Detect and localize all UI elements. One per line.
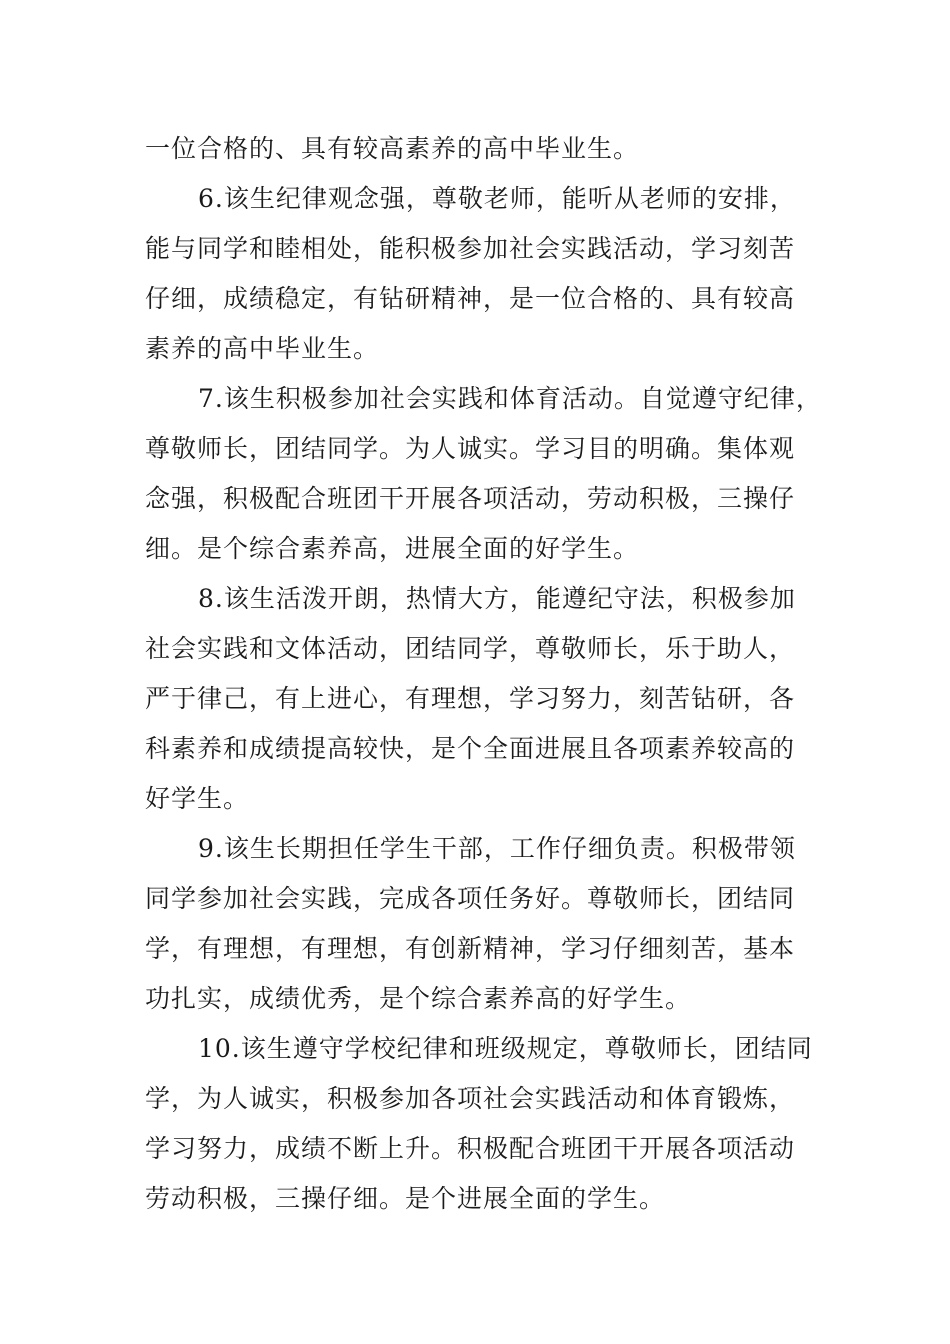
text-line: 学，为人诚实，积极参加各项社会实践活动和体育锻炼， [145,1084,796,1113]
text-line: 细。是个综合素养高，进展全面的好学生。 [145,534,640,563]
text-line: 念强，积极配合班团干开展各项活动，劳动积极，三操仔 [145,484,796,513]
text-line: 一位合格的、具有较高素养的高中毕业生。 [145,134,640,163]
text-line: 科素养和成绩提高较快，是个全面进展且各项素养较高的 [145,734,796,763]
item-7-first-line: 7.该生积极参加社会实践和体育活动。自觉遵守纪律， [198,384,822,413]
text-line: 社会实践和文体活动，团结同学，尊敬师长，乐于助人， [145,634,796,663]
item-10-first-line: 10.该生遵守学校纪律和班级规定，尊敬师长，团结同 [198,1034,813,1063]
text-line: 劳动积极，三操仔细。是个进展全面的学生。 [145,1184,666,1213]
document-body [145,124,822,1224]
text-line: 素养的高中毕业生。 [145,334,380,363]
text-line: 尊敬师长，团结同学。为人诚实。学习目的明确。集体观 [145,434,796,463]
item-6-first-line: 6.该生纪律观念强，尊敬老师，能听从老师的安排， [198,184,796,213]
text-line: 功扎实，成绩优秀，是个综合素养高的好学生。 [145,984,692,1013]
text-line: 学习努力，成绩不断上升。积极配合班团干开展各项活动 [145,1134,796,1163]
item-9-first-line: 9.该生长期担任学生干部，工作仔细负责。积极带领 [198,834,796,863]
text-line: 仔细，成绩稳定，有钻研精神，是一位合格的、具有较高 [145,284,796,313]
item-8-first-line: 8.该生活泼开朗，热情大方，能遵纪守法，积极参加 [198,584,796,613]
text-line: 能与同学和睦相处，能积极参加社会实践活动，学习刻苦 [145,234,796,263]
text-line: 学，有理想，有理想，有创新精神，学习仔细刻苦，基本 [145,934,796,963]
text-line: 严于律己，有上进心，有理想，学习努力，刻苦钻研，各 [145,684,796,713]
text-line: 好学生。 [145,784,250,813]
text-line: 同学参加社会实践，完成各项任务好。尊敬师长，团结同 [145,884,796,913]
